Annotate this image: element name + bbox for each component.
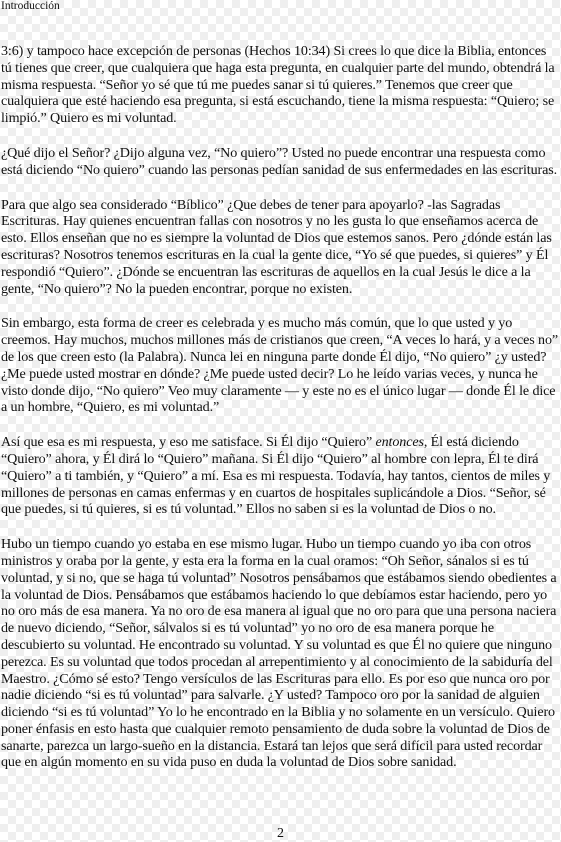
paragraph-6: Hubo un tiempo cuando yo estaba en ese mismo lugar. Hubo un tiempo cuando yo iba con otros ministros y oraba por la gente, y esta era la forma en la cual oramos: “Oh Señor, sánalos si es tú voluntad, y si no, que se haga tú voluntad” Nosotros pensábamos que estábamos siendo obedientes a la voluntad de Dios. Pensábamos que estábamos haciendo lo que debíamos estar haciendo, pero yo no oro más de esa manera. Ya no oro de esa manera al igual que no oro para que una persona naciera de nuevo diciendo, “Señor, sálvalos si es tú voluntad” yo no oro de esa manera porque he descubierto su voluntad. He encontrado su voluntad. Y su voluntad es que Él no quiere que ninguno perezca. Es su voluntad que todos procedan al arrepentimiento y al conocimiento de la sabiduría del Maestro. ¿Cómo sé esto? Tengo versículos de las Escrituras para ello. Es por eso que nunca oro por nadie diciendo “si es tú voluntad” para salvarle. ¿Y usted? Tampoco oro por la sanidad de alguien diciendo “si es tú voluntad” Yo lo he encontrado en la Biblia y no solamente en un versículo. Quiero poner énfasis en esto hasta que cualquier remoto pensamiento de duda sobre la voluntad de Dios de sanarte, parezca un largo-sueño en la distancia. Estará tan lejos que será difícil para usted recordar que en algún momento en su vida puso en duda la voluntad de Dios sobre sanidad. bbox=[1, 536, 557, 771]
paragraph-5-emphasis: entonces bbox=[375, 434, 424, 451]
document-body bbox=[1, 43, 558, 771]
paragraph-2: ¿Qué dijo el Señor? ¿Dijo alguna vez, “No quiero”? Usted no puede encontrar una respuesta como está diciendo “No quiero” cuando las personas pedían sanidad de sus enfermedades en las escrituras. bbox=[1, 144, 557, 178]
paragraph-5-text-before: Así que esa es mi respuesta, y eso me satisface. Si Él dijo “Quiero” bbox=[1, 434, 376, 451]
paragraph-3: Para que algo sea considerado “Bíblico” ¿Que debes de tener para apoyarlo? -las Sagradas Escrituras. Hay quienes encuentran fallas con nosotros y no les gusta lo que enseñamos acerca de esto. Ellos enseñan que no es siempre la voluntad de Dios que estemos sanos. Pero ¿dónde están las escrituras? Nosotros tenemos escrituras en la cual la gente dice, “Yo sé que puedes, si quieres” y Él respondió “Quiero”. ¿Dónde se encuentran las escrituras de aquellos en la cual Jesús le dice a la gente, “No quiero”? No la pueden encontrar, porque no existen. bbox=[1, 196, 552, 297]
paragraph-1: 3:6) y tampoco hace excepción de personas (Hechos 10:34) Si crees lo que dice la Biblia, entonces tú tienes que creer, que cualquiera que haga esta pregunta, en cualquier parte del mundo, obtendrá la misma respuesta. “Señor yo sé que tú me puedes sanar si tú quieres.” Tenemos que creer que cualquiera que esté haciendo esa pregunta, si está escuchando, tiene la misma respuesta: “Quiero; se limpió.” Quiero es mi voluntad. bbox=[1, 43, 555, 127]
page-number: 2 bbox=[277, 826, 284, 841]
paragraph-5-text-after: , Él está diciendo “Quiero” ahora, y Él dirá lo “Quiero” mañana. Si Él dijo “Quiero” al hombre con lepra, Él te dirá “Quiero” a ti también, y “Quiero” a mí. Esa es mi respuesta. Todavía, hay tantos, cientos de miles y millones de personas en camas enfermas y en cuartos de hospitales suplicándole a Dios. “Señor, sé que puedes, si tú quieres, si es tú voluntad.” Ellos no saben si es la voluntad de Dios o no. bbox=[1, 434, 551, 518]
paragraph-5 bbox=[1, 434, 558, 518]
paragraph-4: Sin embargo, esta forma de creer es celebrada y es mucho más común, que lo que usted y yo creemos. Hay muchos, muchos millones más de cristianos que creen, “A veces lo hará, y a veces no” de los que creen esto (la Palabra). Nunca lei en ninguna parte donde Él dijo, “No quiero” ¿y usted? ¿Me puede usted mostrar en dónde? ¿Me puede usted decir? Lo he leído varias veces, y nunca he visto donde dijo, “No quiero” Veo muy claramente — y este no es el único lugar — donde Él le dice a un hombre, “Quiero, es mi voluntad.” bbox=[1, 315, 559, 416]
running-header: Introducción bbox=[1, 0, 60, 12]
